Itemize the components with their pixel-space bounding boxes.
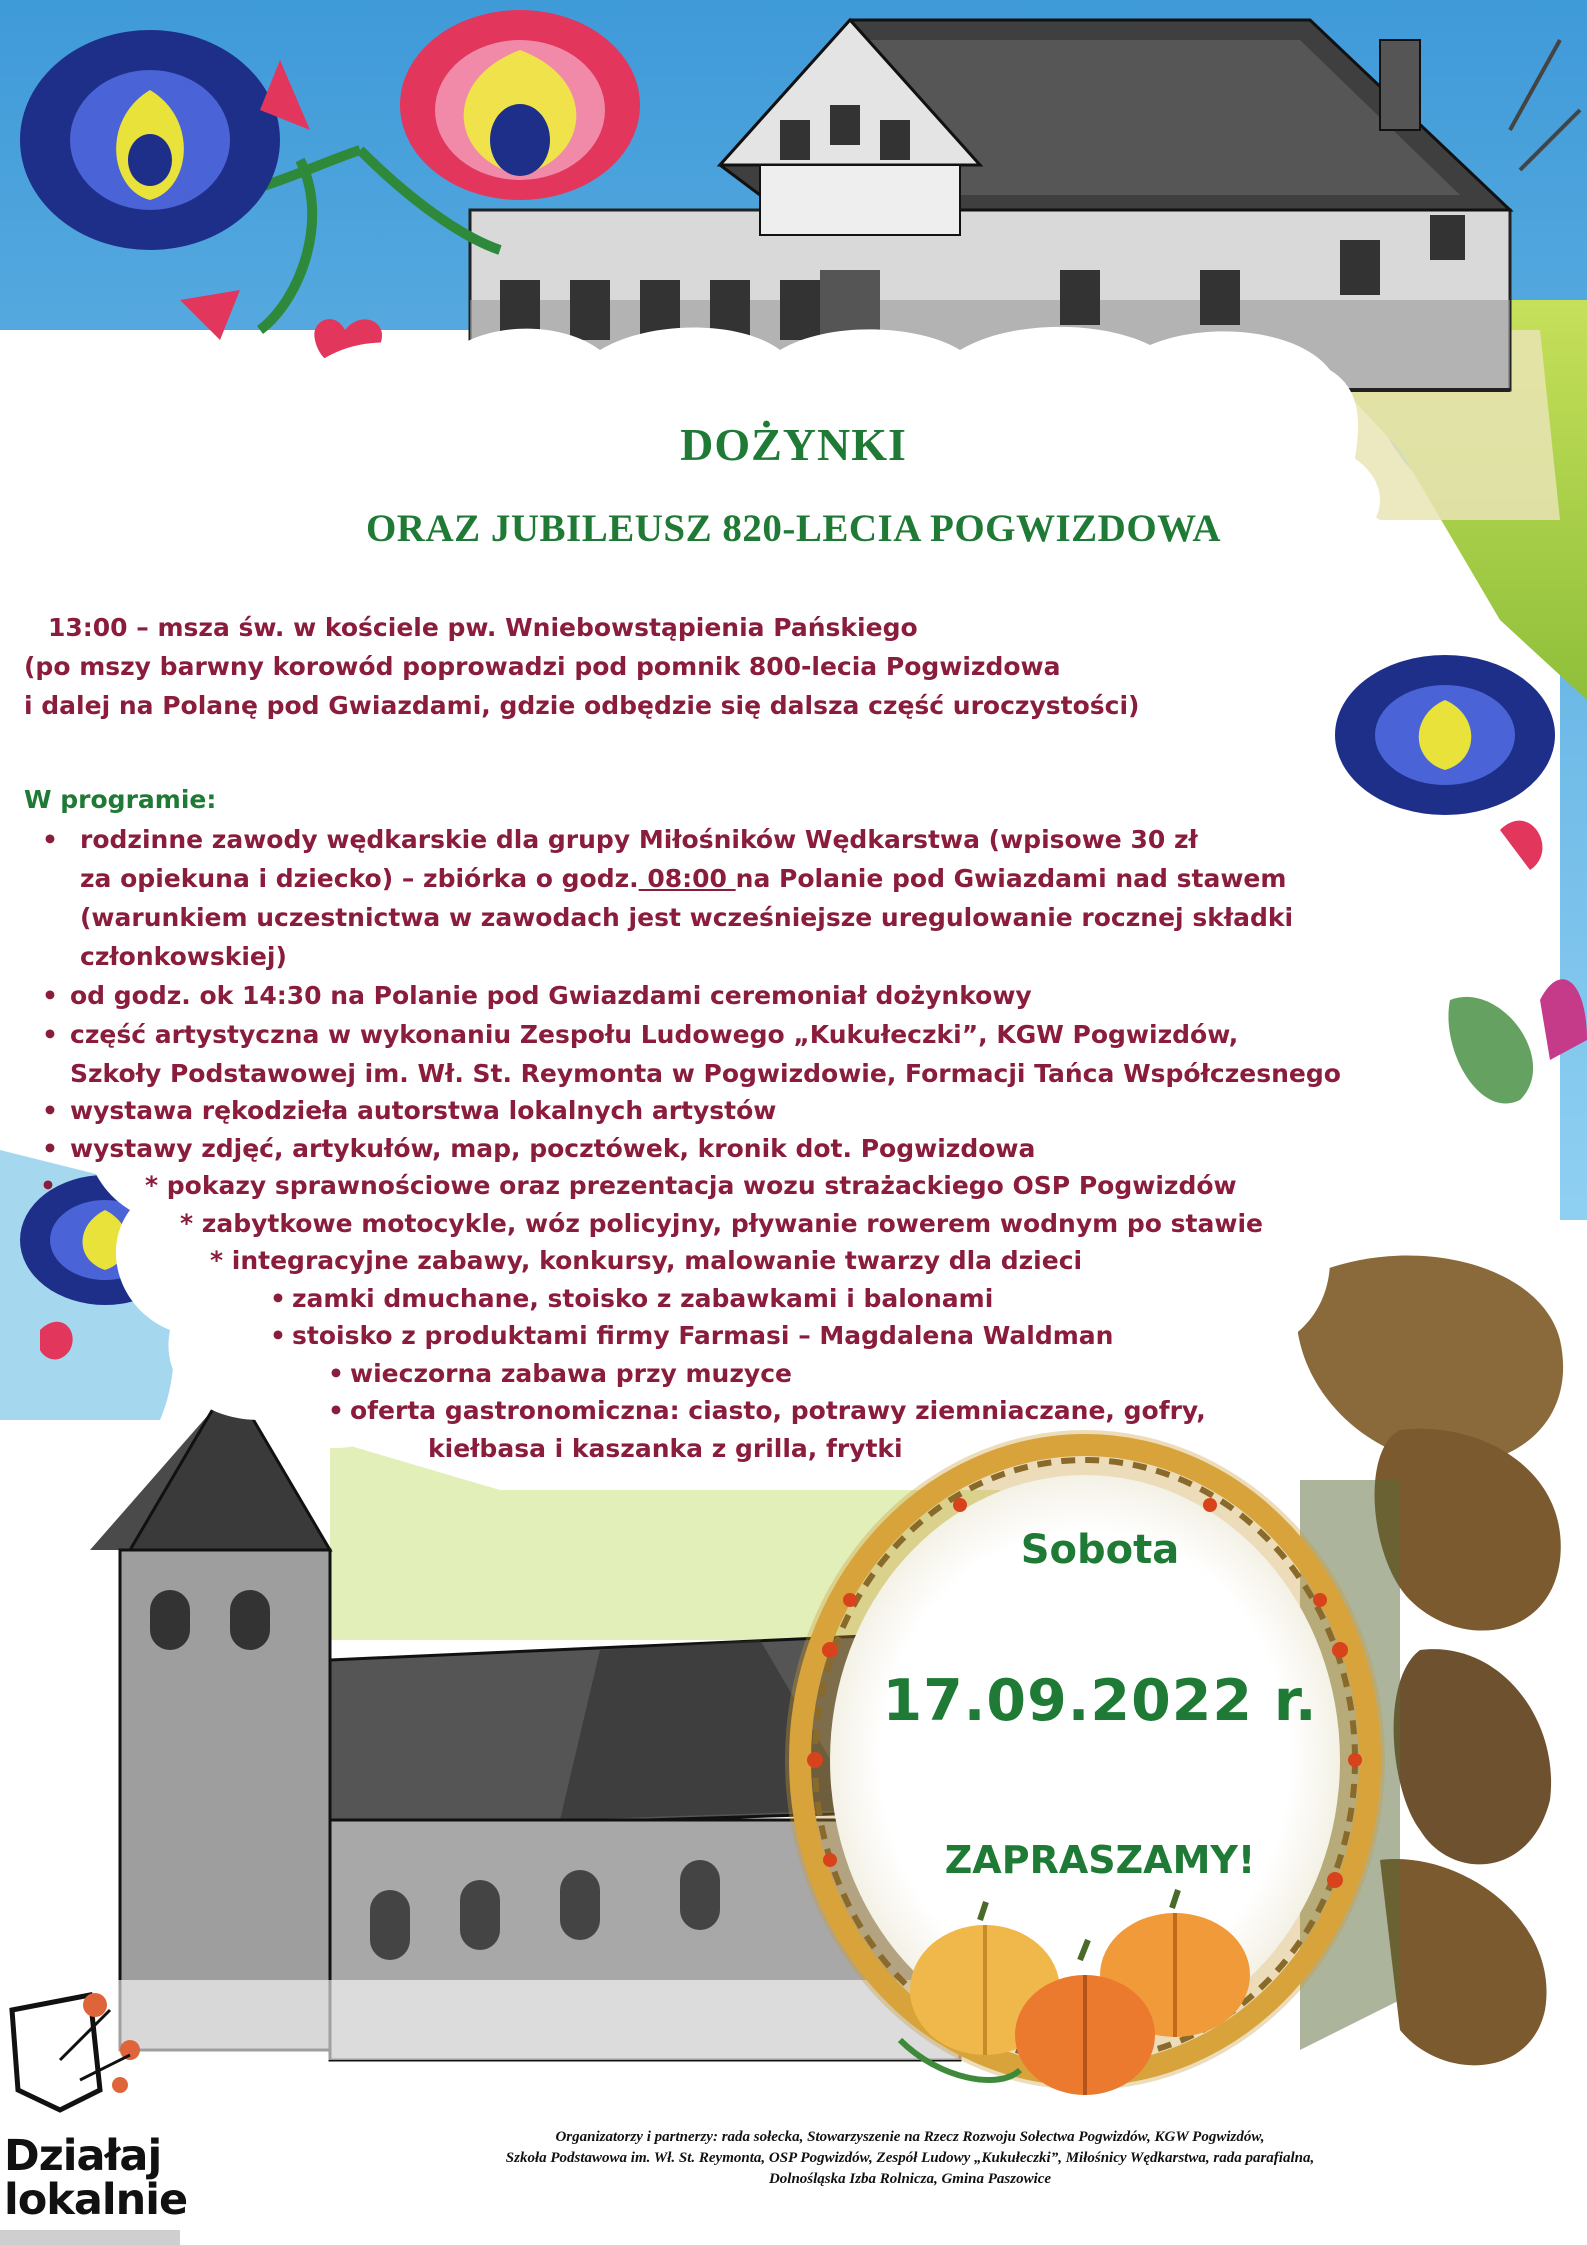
bullet: •: [40, 1171, 56, 1200]
program-item-bouncy-castles: zamki dmuchane, stoisko z zabawkami i balonami: [292, 1284, 994, 1313]
bullet: •: [42, 825, 58, 854]
bullet: •: [270, 1321, 286, 1350]
program-item-food-line-1: oferta gastronomiczna: ciasto, potrawy ziemniaczane, gofry,: [350, 1396, 1206, 1425]
bullet: •: [328, 1359, 344, 1388]
program-item-evening-party: wieczorna zabawa przy muzyce: [350, 1359, 792, 1388]
footer-line-3: Dolnośląska Izba Rolnicza, Gmina Paszowice: [768, 2171, 1052, 2187]
program-item-fire-brigade: * pokazy sprawnościowe oraz prezentacja wozu strażackiego OSP Pogwizdów: [145, 1171, 1237, 1200]
program-item-fishing-line-2: [80, 866, 1286, 891]
program-item-games: * integracyjne zabawy, konkursy, malowanie twarzy dla dzieci: [210, 1246, 1083, 1275]
program-item-ceremony: od godz. ok 14:30 na Polanie pod Gwiazdami ceremoniał dożynkowy: [70, 981, 1032, 1010]
program-item-fishing-line-1: rodzinne zawody wędkarskie dla grupy Miłośników Wędkarstwa (wpisowe 30 zł: [80, 825, 1198, 854]
bullet: •: [42, 981, 58, 1010]
invite-text: ZAPRASZAMY!: [944, 1838, 1256, 1882]
program-item-crafts: wystawa rękodzieła autorstwa lokalnych artystów: [70, 1096, 777, 1125]
bullet: •: [328, 1396, 344, 1425]
bullet: •: [42, 1134, 58, 1163]
program-item-motorcycles: * zabytkowe motocykle, wóz policyjny, pływanie rowerem wodnym po stawie: [180, 1209, 1263, 1238]
event-day: Sobota: [1020, 1527, 1180, 1573]
program-item-exhibitions: wystawy zdjęć, artykułów, map, pocztówek, kronik dot. Pogwizdowa: [70, 1134, 1036, 1163]
page-subtitle: ORAZ JUBILEUSZ 820-LECIA POGWIZDOWA: [365, 507, 1222, 550]
footer-line-1: Organizatorzy i partnerzy: rada sołecka, Stowarzyszenie na Rzecz Rozwoju Sołectwa Pogwizdów, KGW Pogwizdów,: [555, 2129, 1265, 2145]
mass-line-3: i dalej na Polanę pod Gwiazdami, gdzie odbędzie się dalsza część uroczystości): [24, 691, 1140, 720]
mass-line-1: 13:00 – msza św. w kościele pw. Wniebowstąpienia Pańskiego: [48, 613, 918, 642]
program-item-farmasi: stoisko z produktami firmy Farmasi – Magdalena Waldman: [292, 1321, 1114, 1350]
logo-line-2: lokalnie: [4, 2175, 188, 2225]
program-heading: W programie:: [24, 785, 217, 814]
fishing-gathering-place: na Polanie pod Gwiazdami nad stawem: [735, 864, 1287, 893]
page-title: DOŻYNKI: [680, 419, 907, 470]
program-item-fishing-line-3: (warunkiem uczestnictwa w zawodach jest wcześniejsze uregulowanie rocznej składki: [80, 903, 1294, 932]
organizers-footer: [330, 2127, 1490, 2190]
mass-line-2: (po mszy barwny korowód poprowadzi pod pomnik 800-lecia Pogwizdowa: [24, 652, 1061, 681]
bullet: •: [42, 1096, 58, 1125]
program-item-fishing-line-4: członkowskiej): [80, 942, 287, 971]
event-date: 17.09.2022 r.: [882, 1668, 1318, 1734]
fishing-gathering-time: 08:00: [638, 864, 736, 893]
logo-text: [4, 2131, 188, 2225]
bullet: •: [270, 1284, 286, 1313]
program-item-food-line-2: kiełbasa i kaszanka z grilla, frytki: [428, 1434, 903, 1463]
program-item-art-line-2: Szkoły Podstawowej im. Wł. St. Reymonta w Pogwizdowie, Formacji Tańca Współczesnego: [70, 1059, 1341, 1088]
fishing-gathering-text: za opiekuna i dziecko) – zbiórka o godz.: [80, 864, 639, 893]
logo-line-1: Działaj: [4, 2131, 162, 2181]
footer-line-2: Szkoła Podstawowa im. Wł. St. Reymonta, OSP Pogwizdów, Zespół Ludowy „Kukułeczki”, Miłośnicy Wędkarstwa, rada parafialna,: [505, 2150, 1315, 2166]
program-item-art-line-1: część artystyczna w wykonaniu Zespołu Ludowego „Kukułeczki”, KGW Pogwizdów,: [70, 1020, 1239, 1049]
bullet: •: [42, 1020, 58, 1049]
